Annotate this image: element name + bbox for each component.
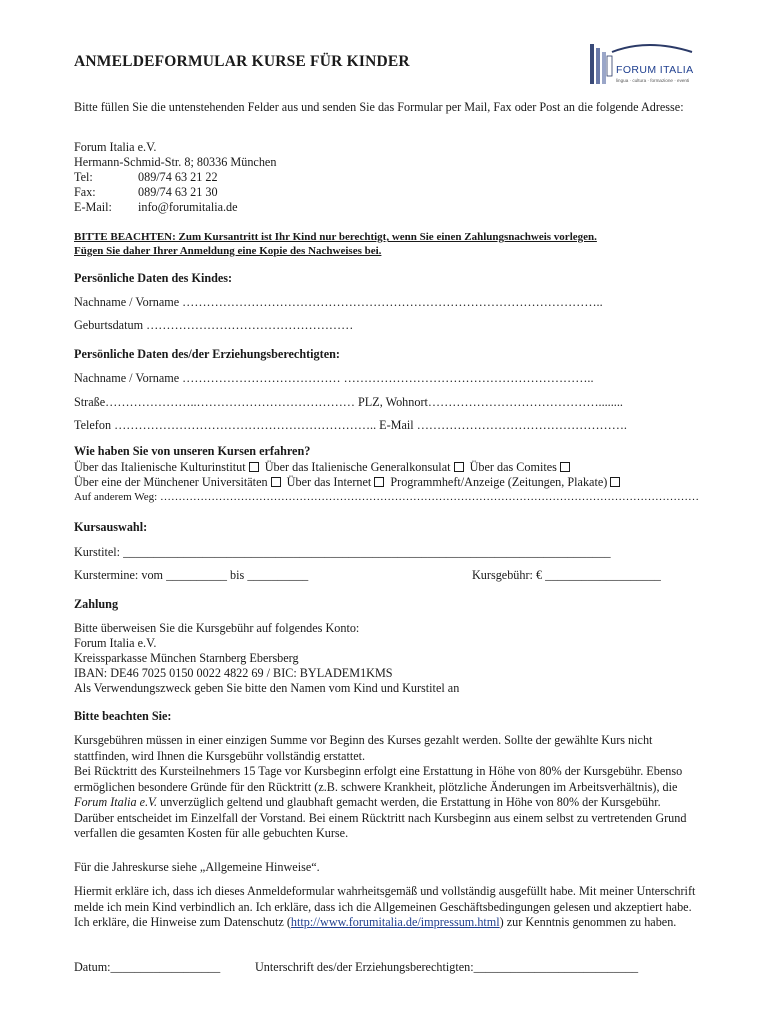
checkbox-kulturinstitut[interactable] xyxy=(249,462,259,472)
logo-text: FORUM ITALIA xyxy=(616,64,694,76)
source-row-1 xyxy=(74,460,570,476)
address-org: Forum Italia e.V. xyxy=(74,140,157,154)
payment-line-1: Bitte überweisen Sie die Kursgebühr auf folgendes Konto: xyxy=(74,621,360,635)
course-heading: Kursauswahl: xyxy=(74,520,148,534)
checkbox-comites[interactable] xyxy=(560,462,570,472)
tel-label: Tel: xyxy=(74,170,93,184)
checkbox-universitaeten[interactable] xyxy=(271,477,281,487)
payment-line-3: Kreissparkasse München Starnberg Ebersberg xyxy=(74,651,299,665)
address-email xyxy=(74,200,238,216)
email-label: E-Mail: xyxy=(74,200,112,214)
guardian-name-field[interactable]: Nachname / Vorname ………………………………… …………………………………………………….. xyxy=(74,371,594,385)
notice-line-2: Fügen Sie daher Ihrer Anmeldung eine Kopie des Nachweises bei. xyxy=(74,245,382,257)
address-street: Hermann-Schmid-Str. 8; 80336 München xyxy=(74,155,277,169)
source-option-generalkonsulat: Über das Italienische Generalkonsulat xyxy=(264,460,451,474)
tel-value: 089/74 63 21 22 xyxy=(138,170,218,184)
checkbox-internet[interactable] xyxy=(374,477,384,487)
notes-p2-end: unverzüglich geltend und glaubhaft gemacht werden, die Erstattung in Höhe von 80% der Kursgebühr. Darüber entscheidet im Einzelfall der Vorstand. Bei einem Rücktritt nach Kursbeginn aus einem selbst zu vertretenden Grund verfallen die gesamten Kosten für alle gebuchten Kurse. xyxy=(74,795,687,840)
course-dates-field[interactable]: Kurstermine: vom __________ bis __________ xyxy=(74,568,309,582)
checkbox-generalkonsulat[interactable] xyxy=(454,462,464,472)
course-title-field[interactable]: Kurstitel: ________________________________________________________________________________ xyxy=(74,545,611,559)
form-title: ANMELDEFORMULAR KURSE FÜR KINDER xyxy=(74,53,410,70)
address-fax xyxy=(74,185,218,201)
checkbox-programmheft[interactable] xyxy=(610,477,620,487)
source-option-comites: Über das Comites xyxy=(469,460,557,474)
child-heading: Persönliche Daten des Kindes: xyxy=(74,271,233,285)
notes-p2-org: Forum Italia e.V. xyxy=(74,795,158,809)
source-option-universitaeten: Über eine der Münchener Universitäten xyxy=(74,475,268,489)
intro-text: Bitte füllen Sie die untenstehenden Felder aus und senden Sie das Formular per Mail, Fax oder Post an die folgende Adresse: xyxy=(74,100,684,114)
source-option-programmheft: Programmheft/Anzeige (Zeitungen, Plakate) xyxy=(390,475,608,489)
notice-line-1: BITTE BEACHTEN: Zum Kursantritt ist Ihr Kind nur berechtigt, wenn Sie einen Zahlungsnachweis vorlegen. xyxy=(74,231,597,243)
signature-field[interactable]: Unterschrift des/der Erziehungsberechtigten:___________________________ xyxy=(255,960,639,974)
guardian-street-field[interactable]: Straße…………………..………………………………… PLZ, Wohnort……………………………………........ xyxy=(74,395,623,409)
notes-paragraph-3: Für die Jahreskurse siehe „Allgemeine Hinweise“. xyxy=(74,860,320,874)
notes-p4-end: ) zur Kenntnis genommen zu haben. xyxy=(499,915,677,929)
guardian-heading: Persönliche Daten des/der Erziehungsberechtigten: xyxy=(74,347,340,361)
date-field[interactable]: Datum:__________________ xyxy=(74,960,221,974)
source-heading: Wie haben Sie von unseren Kursen erfahren? xyxy=(74,444,311,458)
fax-value: 089/74 63 21 30 xyxy=(138,185,218,199)
notes-paragraph-1: Kursgebühren müssen in einer einzigen Summe vor Beginn des Kurses gezahlt werden. Sollte der gewählte Kurs nicht stattfinden, wird Ihnen die Kursgebühr vollständig erstattet. xyxy=(74,733,653,763)
payment-line-2: Forum Italia e.V. xyxy=(74,636,157,650)
payment-heading: Zahlung xyxy=(74,597,119,611)
forum-italia-logo xyxy=(588,40,696,90)
email-value: info@forumitalia.de xyxy=(138,200,238,214)
notes-p4-start: Hiermit erkläre ich, dass ich dieses Anmeldeformular wahrheitsgemäß und vollständig ausgefüllt habe. Mit meiner Unterschrift melde ich mein Kind verbindlich an. Ich erkläre, dass ich die Allgemeinen Geschäftsbedingungen gelesen und akzeptiert habe. Ich erkläre, die Hinweise zum Datenschutz ( xyxy=(74,884,696,929)
logo-tagline: lingua · cultura · formazione · eventi xyxy=(616,78,690,83)
notes-p2-start: Bei Rücktritt des Kursteilnehmers 15 Tage vor Kursbeginn erfolgt eine Erstattung in Höhe von 80% der Kursgebühr. Ebenso ermöglichen besondere Gründe für den Rücktritt (z.B. schwere Krankheit, plötzliche Änderungen im Arbeitsverhältnis), die xyxy=(74,764,683,794)
notes-heading: Bitte beachten Sie: xyxy=(74,709,172,723)
source-other-field[interactable]: Auf anderem Weg: ………………………………………………………………………………………………………………………………… xyxy=(74,491,699,503)
address-tel xyxy=(74,170,218,186)
notes-paragraph-2 xyxy=(74,764,700,842)
notes-paragraph-4 xyxy=(74,884,700,931)
child-birthdate-field[interactable]: Geburtsdatum …………………………………………… xyxy=(74,318,354,332)
fax-label: Fax: xyxy=(74,185,96,199)
course-fee-field[interactable]: Kursgebühr: € ___________________ xyxy=(472,568,661,582)
payment-line-5: Als Verwendungszweck geben Sie bitte den Namen vom Kind und Kurstitel an xyxy=(74,681,460,695)
source-option-kulturinstitut: Über das Italienische Kulturinstitut xyxy=(74,460,246,474)
guardian-phone-field[interactable]: Telefon ……………………………………………………….. E-Mail ……………………………………………. xyxy=(74,418,627,432)
payment-iban: IBAN: DE46 7025 0150 0022 4822 69 / BIC: BYLADEM1KMS xyxy=(74,666,393,680)
impressum-link[interactable]: http://www.forumitalia.de/impressum.html xyxy=(290,915,500,929)
child-name-field[interactable]: Nachname / Vorname ………………………………………………………………………………………….. xyxy=(74,295,603,309)
source-row-2 xyxy=(74,475,620,491)
source-option-internet: Über das Internet xyxy=(286,475,372,489)
